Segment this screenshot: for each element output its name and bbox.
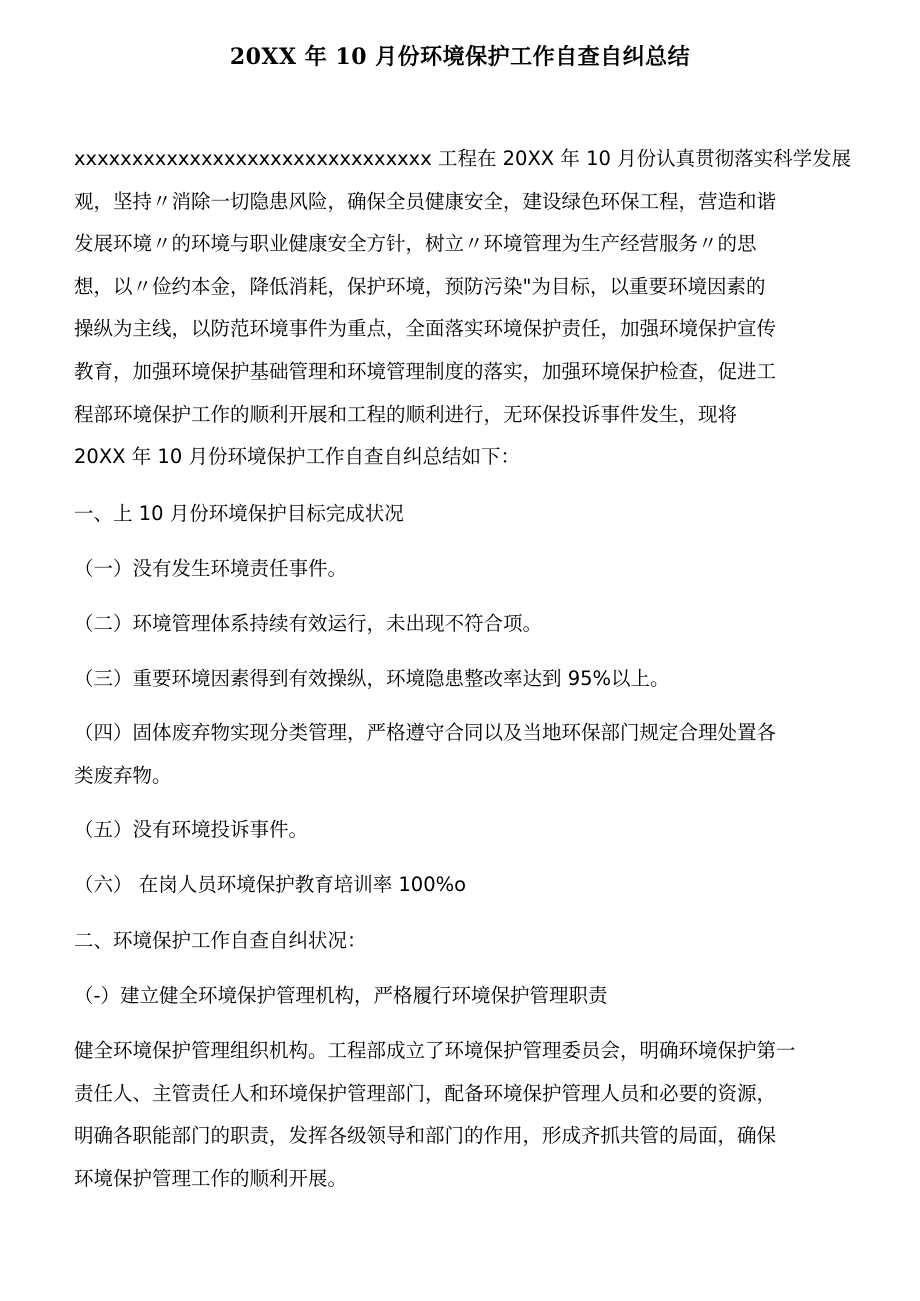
intro-line: 发展环境〃的环境与职业健康安全方针，树立〃环境管理为生产经营服务〃的思 <box>74 232 757 256</box>
list-item-6: （六） 在岗人员环境保护教育培训率 100%o <box>74 873 467 896</box>
section-heading-1: 一、上 10 月份环境保护目标完成状况 <box>74 502 404 525</box>
body-line: 环境保护管理工作的顺利开展。 <box>74 1166 348 1190</box>
list-item-1: （一）没有发生环境责任事件。 <box>74 557 348 580</box>
intro-line: 20XX 年 10 月份环境保护工作自查自纠总结如下： <box>74 445 520 469</box>
intro-line: 观，坚持〃消除一切隐患风险，确保全员健康安全，建设绿色环保工程，营造和谐 <box>74 189 777 213</box>
list-item-3: （三）重要环境因素得到有效操纵，环境隐患整改率达到 95%以上。 <box>74 667 670 690</box>
intro-paragraph <box>74 138 858 479</box>
list-item-2: （二）环境管理体系持续有效运行，未出现不符合项。 <box>74 612 543 635</box>
body-line: 健全环境保护管理组织机构。工程部成立了环境保护管理委员会，明确环境保护第一 <box>74 1039 796 1062</box>
document-title: 20XX 年 10 月份环境保护工作自查自纠总结 <box>229 44 691 70</box>
subsection-heading-1: （-）建立健全环境保护管理机构，严格履行环境保护管理职责 <box>74 984 608 1007</box>
intro-line: 想，以〃俭约本金，降低消耗，保护环境，预防污染"为目标，以重要环境因素的 <box>74 274 766 298</box>
intro-line: 程部环境保护工作的顺利开展和工程的顺利进行，无环保投诉事件发生，现将 <box>74 402 738 426</box>
body-line: 明确各职能部门的职责，发挥各级领导和部门的作用，形成齐抓共管的局面，确保 <box>74 1124 777 1148</box>
intro-line: 操纵为主线，以防范环境事件为重点，全面落实环境保护责任，加强环境保护宣传 <box>74 317 777 341</box>
list-item-4 <box>74 712 858 797</box>
list-item-4-line: 类废弃物。 <box>74 763 172 787</box>
intro-line: xxxxxxxxxxxxxxxxxxxxxxxxxxxxxxx 工程在 20XX 年 10 月份认真贯彻落实科学发展 <box>74 147 852 170</box>
intro-line: 教育，加强环境保护基础管理和环境管理制度的落实，加强环境保护检查，促进工 <box>74 359 777 383</box>
list-item-5: （五）没有环境投诉事件。 <box>74 818 309 841</box>
body-paragraph <box>74 1030 858 1200</box>
section-heading-2: 二、环境保护工作自查自纠状况： <box>74 929 367 952</box>
body-line: 责任人、主管责任人和环境保护管理部门，配备环境保护管理人员和必要的资源， <box>74 1081 777 1105</box>
list-item-4-line: （四）固体废弃物实现分类管理，严格遵守合同以及当地环保部门规定合理处置各 <box>74 721 777 744</box>
